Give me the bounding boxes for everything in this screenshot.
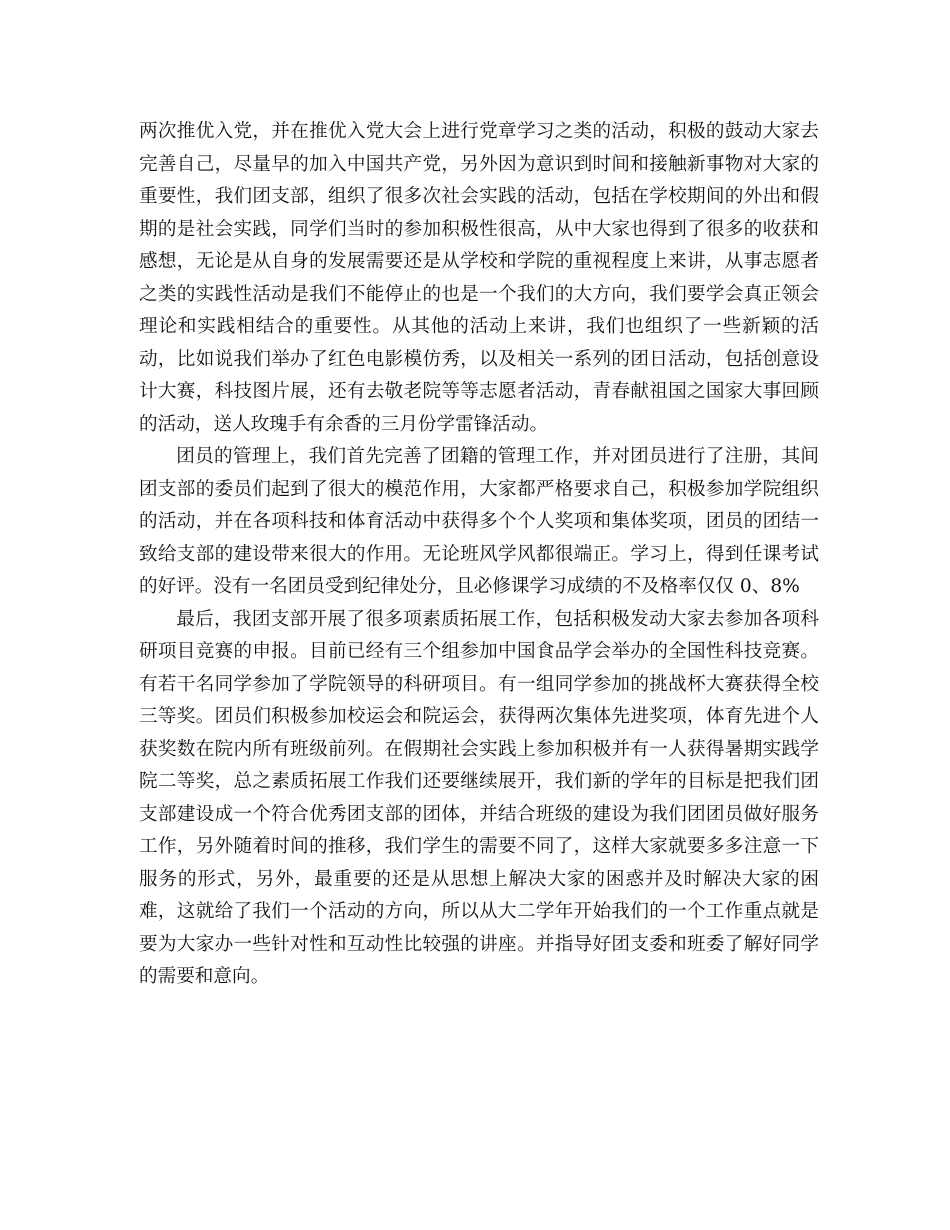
paragraph-continued: 两次推优入党，并在推优入党大会上进行党章学习之类的活动，积极的鼓动大家去完善自己，尽量早的加入中国共产党，另外因为意识到时间和接触新事物对大家的重要性，我们团支部，组织了很多次社会实践的活动，包括在学校期间的外出和假期的是社会实践，同学们当时的参加积极性很高，从中大家也得到了很多的收获和感想，无论是从自身的发展需要还是从学校和学院的重视程度上来讲，从事志愿者之类的实践性活动是我们不能停止的也是一个我们的大方向，我们要学会真正领会理论和实践相结合的重要性。从其他的活动上来讲，我们也组织了一些新颖的活动，比如说我们举办了红色电影模仿秀，以及相关一系列的团日活动，包括创意设计大赛，科技图片展，还有去敬老院等等志愿者活动，青春献祖国之国家大事回顾的活动，送人玫瑰手有余香的三月份学雷锋活动。 xyxy=(139,121,819,435)
paragraph-quality-development: 最后，我团支部开展了很多项素质拓展工作，包括积极发动大家去参加各项科研项目竞赛的申报。目前已经有三个组参加中国食品学会举办的全国性科技竞赛。有若干名同学参加了学院领导的科研项目。有一组同学参加的挑战杯大赛获得全校三等奖。团员们积极参加校运会和院运会，获得两次集体先进奖项，体育先进个人获奖数在院内所有班级前列。在假期社会实践上参加积极并有一人获得暑期实践学院二等奖，总之素质拓展工作我们还要继续展开，我们新的学年的目标是把我们团支部建设成一个符合优秀团支部的团体，并结合班级的建设为我们团团员做好服务工作，另外随着时间的推移，我们学生的需要不同了，这样大家就要多多注意一下服务的形式，另外，最重要的还是从思想上解决大家的困惑并及时解决大家的困难，这就给了我们一个活动的方向，所以从大二学年开始我们的一个工作重点就是要为大家办一些针对性和互动性比较强的讲座。并指导好团支委和班委了解好同学的需要和意向。 xyxy=(139,608,819,987)
paragraph-member-management: 团员的管理上，我们首先完善了团籍的管理工作，并对团员进行了注册，其间团支部的委员们起到了很大的模范作用，大家都严格要求自己，积极参加学院组织的活动，并在各项科技和体育活动中获得多个个人奖项和集体奖项，团员的团结一致给支部的建设带来很大的作用。无论班风学风都很端正。学习上，得到任课考试的好评。没有一名团员受到纪律处分，且必修课学习成绩的不及格率仅仅 0、8% xyxy=(139,446,819,597)
document-body xyxy=(139,116,819,994)
